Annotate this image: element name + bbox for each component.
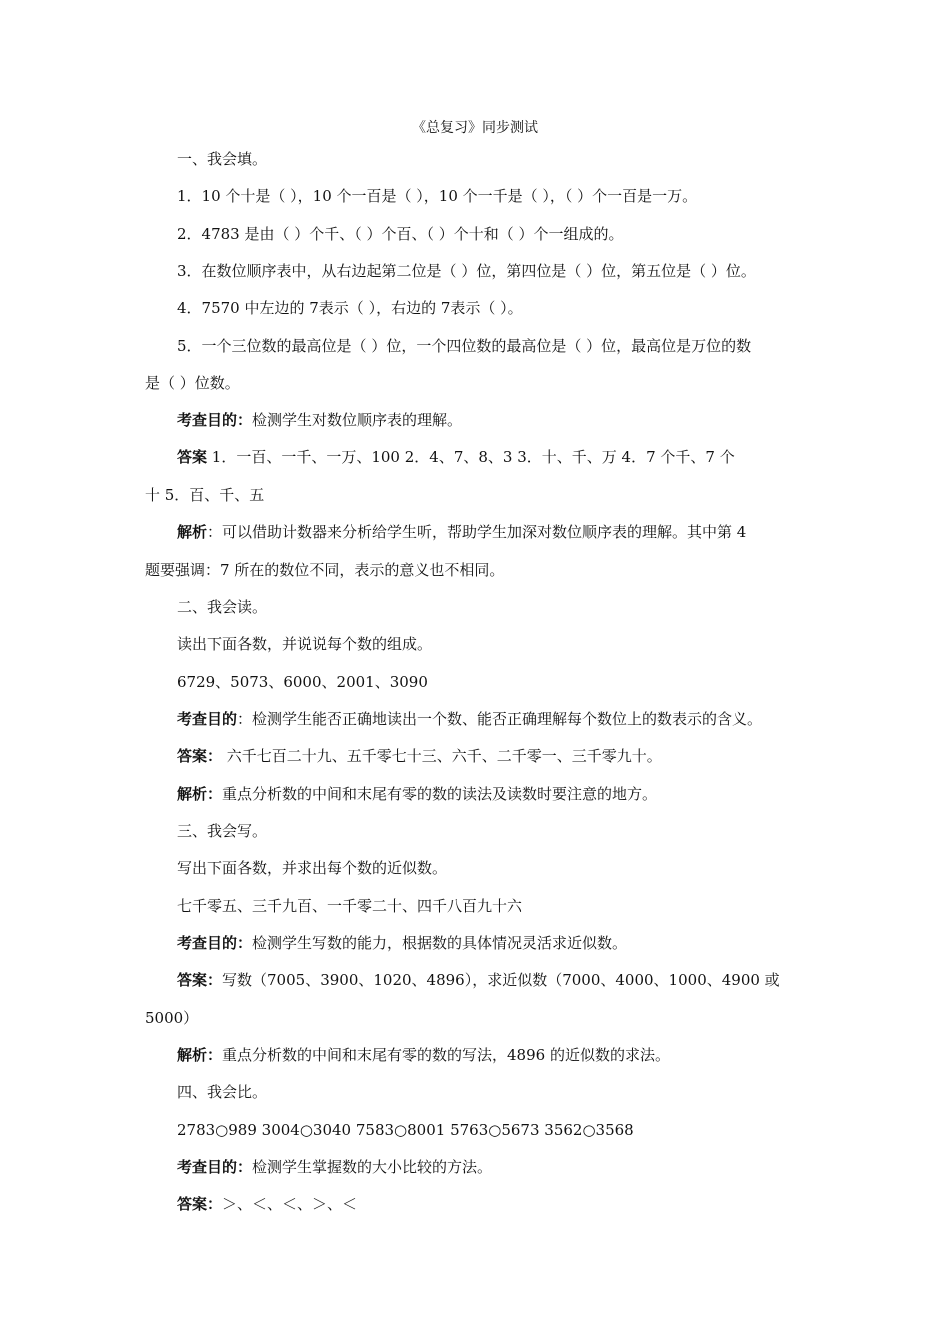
section-4-items: 2783○989 3004○3040 7583○8001 5763○5673 3562○3568: [177, 1121, 634, 1139]
section-3-heading: 三、我会写。: [177, 822, 268, 840]
section-3-answer-cont: 5000）: [145, 1009, 199, 1027]
analysis-label: 解析: [177, 523, 208, 541]
answer-label: 答案：: [177, 1195, 223, 1213]
section-2-analysis: [177, 783, 657, 805]
purpose-label: 考查目的：: [177, 1158, 253, 1176]
analysis-text: 重点分析数的中间和末尾有零的数的写法，4896 的近似数的求法。: [222, 1046, 670, 1064]
section-2-answer: [177, 745, 662, 767]
section-1-purpose: [177, 409, 462, 431]
question-1-3: 3．在数位顺序表中，从右边起第二位是（ ）位，第四位是（ ）位，第五位是（ ）位。: [177, 262, 756, 280]
section-3-numbers: 七千零五、三千九百、一千零二十、四千八百九十六: [177, 897, 523, 915]
section-4-answer: [177, 1193, 357, 1215]
question-1-5: 5．一个三位数的最高位是（ ）位，一个四位数的最高位是（ ）位，最高位是万位的数: [177, 337, 752, 355]
section-1-heading: 一、我会填。: [177, 150, 268, 168]
answer-text: 写数（7005、3900、1020、4896），求近似数（7000、4000、1000、4900 或: [222, 971, 780, 989]
question-1-4: 4．7570 中左边的 7表示（ ），右边的 7表示（ ）。: [177, 299, 523, 317]
section-1-analysis: [177, 521, 746, 543]
question-1-2: 2．4783 是由（ ）个千、（ ）个百、（ ）个十和（ ）个一组成的。: [177, 225, 624, 243]
question-1-5-cont: 是（ ）位数。: [145, 374, 240, 392]
section-2-numbers: 6729、5073、6000、2001、3090: [177, 673, 428, 691]
section-1-analysis-cont: 题要强调：7 所在的数位不同，表示的意义也不相同。: [145, 561, 505, 579]
purpose-label: 考查目的: [177, 710, 238, 728]
answer-label: 答案：: [177, 971, 223, 989]
section-1-answer: [177, 446, 735, 468]
analysis-text: 重点分析数的中间和末尾有零的数的读法及读数时要注意的地方。: [222, 785, 658, 803]
purpose-label: 考查目的：: [177, 934, 253, 952]
purpose-text: 检测学生掌握数的大小比较的方法。: [252, 1158, 493, 1176]
section-4-heading: 四、我会比。: [177, 1083, 268, 1101]
purpose-label: 考查目的：: [177, 411, 253, 429]
question-1-1: 1．10 个十是（ ），10 个一百是（ ），10 个一千是（ ），（ ）个一百是一万。: [177, 187, 698, 205]
answer-text: ＞、＜、＜、＞、＜: [222, 1195, 358, 1213]
section-4-purpose: [177, 1156, 492, 1178]
section-3-analysis: [177, 1044, 670, 1066]
answer-text: 六千七百二十九、五千零七十三、六千、二千零一、三千零九十。: [222, 747, 662, 765]
section-3-purpose: [177, 932, 627, 954]
analysis-text: ：可以借助计数器来分析给学生听，帮助学生加深对数位顺序表的理解。其中第 4: [207, 523, 747, 541]
answer-label: 答案：: [177, 747, 223, 765]
section-3-instruction: 写出下面各数，并求出每个数的近似数。: [177, 859, 448, 877]
answer-text: 1．一百、一千、一万、100 2．4、7、8、3 3．十、千、万 4．7 个千、7 个: [211, 448, 735, 466]
section-2-heading: 二、我会读。: [177, 598, 268, 616]
purpose-text: ：检测学生能否正确地读出一个数、能否正确理解每个数位上的数表示的含义。: [237, 710, 763, 728]
section-2-purpose: [177, 708, 762, 730]
section-3-answer: [177, 969, 780, 991]
purpose-text: 检测学生对数位顺序表的理解。: [252, 411, 463, 429]
section-2-instruction: 读出下面各数，并说说每个数的组成。: [177, 635, 433, 653]
section-1-answer-cont: 十 5．百、千、五: [145, 486, 265, 504]
analysis-label: 解析：: [177, 785, 223, 803]
analysis-label: 解析：: [177, 1046, 223, 1064]
purpose-text: 检测学生写数的能力，根据数的具体情况灵活求近似数。: [252, 934, 628, 952]
answer-label: 答案: [177, 448, 208, 466]
page-title: 《总复习》同步测试: [412, 120, 538, 136]
